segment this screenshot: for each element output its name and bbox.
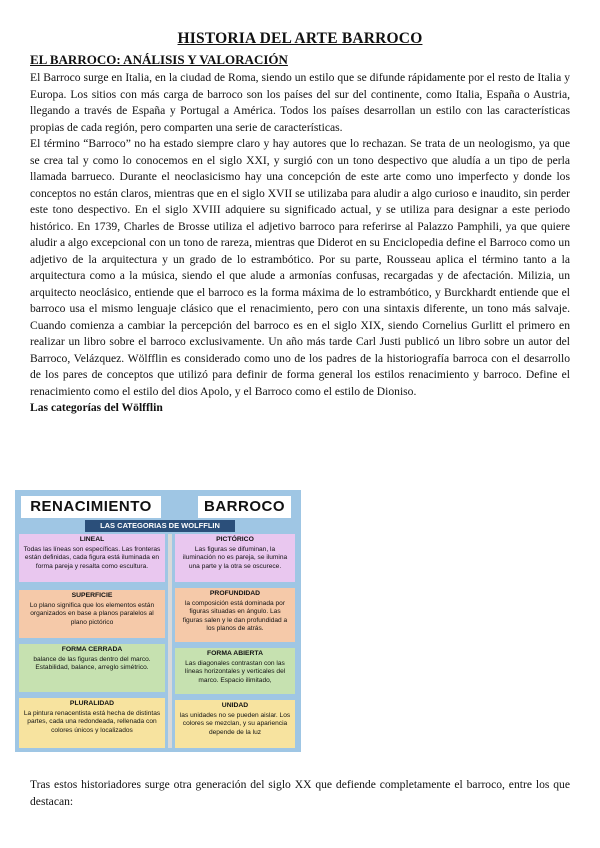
category-title: LINEAL [79,536,105,543]
section-subtitle: EL BARROCO: ANÁLISIS Y VALORACIÓN [30,52,288,67]
category-text: La pintura renacentista está hecha de distintas partes, cada una redondeada, rellenada con colores únicos y localizados [23,710,161,734]
column-divider [168,534,172,748]
barroco-header: BARROCO [198,496,291,518]
category-title: PROFUNDIDAD [209,590,261,597]
category-text: las unidades no se pueden aislar. Los colores se mezclan, y su apariencia depende de la luz [179,712,291,736]
category-title: FORMA ABIERTA [206,650,263,657]
category-text: Lo plano significa que los elementos están organizados en base a planos paralelos al plano pictórico [29,602,155,626]
category-text: balance de las figuras dentro del marco. Estabilidad, balance, arreglo simétrico. [33,656,151,672]
wolfflin-categories-figure [15,490,301,752]
category-box-unidad [175,700,295,748]
category-title: PICTÓRICO [216,536,254,543]
paragraph-1: El Barroco surge en Italia, en la ciudad de Roma, siendo un estilo que se difunde rápidamente por el resto de Italia y Europa. Los sitios con más carga de barroco son los países del sur del continente, como Italia, España o Austria, llegando a través de España y Portugal a América. Todos los países desarrollan un estilo con las características propias de cada región, pero comparten una serie de características. [30,71,570,134]
category-box-profundidad [175,588,295,642]
category-title: SUPERFICIE [71,592,113,599]
category-text: Las figuras se difuminan, la iluminación no es pareja, se ilumina una parte y la otra se oscurece. [182,546,288,570]
body-text [30,70,570,417]
category-title: FORMA CERRADA [61,646,123,653]
category-text: Las diagonales contrastan con las líneas horizontales y verticales del marco. Espacio ilimitado, [184,660,286,684]
category-text: Todas las líneas son específicas. Las fronteras están definidas, cada figura está iluminada en forma pareja y resalta como escultura. [23,546,161,570]
document-title: HISTORIA DEL ARTE BARROCO [177,30,423,47]
category-text: la composición está dominada por figuras situadas en ángulo. Las figuras salen y le dan profundidad a los planos de atrás. [182,600,288,632]
category-box-forma-abierta [175,648,295,694]
categories-heading: Las categorías del Wölfflin [30,401,163,414]
categories-banner: LAS CATEGORIAS DE WOLFFLIN [85,520,235,532]
category-box-lineal [19,534,165,582]
closing-paragraph: Tras estos historiadores surge otra generación del siglo XX que defiende completamente el barroco, entre los que destacan: [30,778,570,808]
paragraph-2: El término “Barroco” no ha estado siempre claro y hay autores que lo rechazan. Se trata de un neologismo, ya que se crea tal y como lo conocemos en el siglo XXI, y surgió con un tono despectivo que aludía a un tipo de perla llamada barrueco. Durante el neoclasicismo hay una concepción de este arte como uno imperfecto y donde los conceptos no están claros, mientras que en el siglo XVII se utilizaba para aludir a algo curioso e inaudito, sin perder este tono despectivo. En el siglo XVIII adquiere su significado actual, y se utiliza para designar a este periodo histórico. En 1739, Charles de Brosse utiliza el adjetivo barroco para referirse al Palazzo Pamphili, ya que quiere aludir a algo excepcional con un tono de rareza, mientras que Diderot en su Enciclopedia define el Barroco como un adjetivo de la arquitectura y un grado de lo estrambótico. Por su parte, Rousseau aplica el término tanto a la arquitectura como a la música, siendo el que alude a armonías confusas, recargadas y de afectación. Milizia, un arquitecto neoclásico, entiende que el barroco es la forma máxima de lo estrambótico, y Burckhardt entiende que el barroco usa el mismo lenguaje clásico que el renacimiento, pero con una sintaxis diferente, un tono más salvaje. Cuando comienza a cambiar la percepción del barroco es en el siglo XIX, siendo Cornelius Gurlitt el primero en realizar un libro sobre el barroco exclusivamente. Un año más tarde Carl Justi publicó un libro sobre un autor del Barroco, Velázquez. Wölfflin es considerado como uno de los padres de la historiografía barroca con el desarrollo de los pares de conceptos que utilizó para definir de forma general los estilos renacimiento y barroco. Define el renacimiento como el estilo del dios Apolo, y el Barroco como el estilo de Dioniso. [30,137,570,398]
category-box-superficie [19,590,165,638]
category-box-forma-cerrada [19,644,165,692]
renacimiento-header: RENACIMIENTO [21,496,161,518]
category-title: PLURALIDAD [69,700,115,707]
category-box-pictorico [175,534,295,582]
category-box-pluralidad [19,698,165,748]
category-title: UNIDAD [221,702,249,709]
